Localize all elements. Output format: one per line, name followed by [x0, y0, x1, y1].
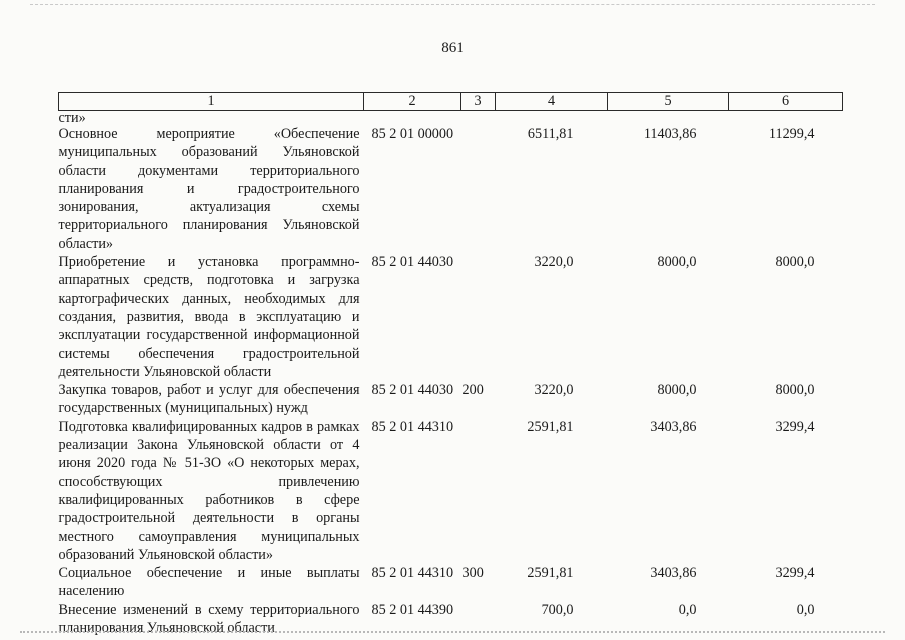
- row-value-6: 3299,4: [775, 418, 815, 435]
- header-col-2: 2: [364, 93, 461, 111]
- header-row: [59, 93, 843, 111]
- header-col-1: 1: [59, 93, 364, 111]
- row-value-4: 3220,0: [534, 254, 574, 271]
- scan-edge-top: [30, 4, 875, 6]
- row-value-5: 8000,0: [657, 382, 697, 399]
- row-name: Социальное обеспечение и иные выплаты населению: [58, 565, 360, 600]
- row-value-5: 3403,86: [650, 565, 697, 582]
- row-value-6: 0,0: [796, 601, 815, 618]
- table-row: [59, 253, 843, 381]
- row-name: Подготовка квалифицированных кадров в рамках реализации Закона Ульяновской области от 4 июня 2020 года № 51-ЗО «О некоторых мерах, способствующих привлечению квалифицированных работников в сфере градостроительной деятельности в органы местного самоуправления муниципальных образований Ульяновской области»: [58, 418, 360, 563]
- header-col-4: 4: [496, 93, 608, 111]
- page-number: 861: [441, 40, 464, 56]
- row-kvr: [461, 418, 496, 564]
- row-code: 85 2 01 44030: [371, 254, 454, 271]
- row-code: 85 2 01 00000: [371, 126, 454, 142]
- row-value-5: 3403,86: [650, 418, 697, 435]
- row-kvr: 300: [462, 565, 484, 582]
- header-col-5: 5: [608, 93, 729, 111]
- row-code: 85 2 01 44030: [371, 382, 454, 399]
- row-kvr: 200: [462, 382, 484, 399]
- row-code: 85 2 01 44310: [371, 418, 454, 435]
- scan-edge-bottom: [20, 631, 885, 635]
- row-value-4: 3220,0: [534, 382, 574, 399]
- continuation-row: [59, 111, 843, 126]
- header-col-3: 3: [461, 93, 496, 111]
- row-name: Внесение изменений в схему территориального планирования Ульяновской области: [58, 601, 360, 637]
- row-value-6: 11299,4: [768, 126, 815, 142]
- budget-table: [58, 92, 843, 637]
- table-row: [59, 125, 843, 253]
- row-code: 85 2 01 44390: [371, 601, 454, 618]
- table-row: [59, 564, 843, 601]
- row-kvr: [461, 125, 496, 253]
- row-value-4: 2591,81: [527, 565, 574, 582]
- header-col-6: 6: [729, 93, 843, 111]
- row-value-5: 8000,0: [657, 254, 697, 271]
- row-value-5: 0,0: [678, 601, 697, 618]
- row-value-5: 11403,86: [643, 126, 697, 142]
- row-name: Приобретение и установка программно-аппаратных средств, подготовка и загрузка картографических данных, необходимых для создания, развития, ввода в эксплуатацию и эксплуатации государственной информационной системы обеспечения градостроительной деятельности Ульяновской области: [58, 254, 360, 380]
- row-value-4: 2591,81: [527, 418, 574, 435]
- row-value-6: 3299,4: [775, 565, 815, 582]
- row-value-4: 700,0: [541, 601, 574, 618]
- table-row: [59, 381, 843, 418]
- row-name: Основное мероприятие «Обеспечение муниципальных образований Ульяновской области документами территориального планирования и градостроительного зонирования, актуализация схемы территориального планирования Ульяновской области»: [58, 126, 360, 252]
- row-value-4: 6511,81: [527, 126, 574, 142]
- row-kvr: [461, 253, 496, 381]
- row-name: Закупка товаров, работ и услуг для обеспечения государственных (муниципальных) нужд: [58, 382, 360, 417]
- row-value-6: 8000,0: [775, 382, 815, 399]
- continuation-text: сти»: [58, 110, 86, 126]
- row-value-6: 8000,0: [775, 254, 815, 271]
- row-code: 85 2 01 44310: [371, 565, 454, 582]
- table-row: [59, 418, 843, 564]
